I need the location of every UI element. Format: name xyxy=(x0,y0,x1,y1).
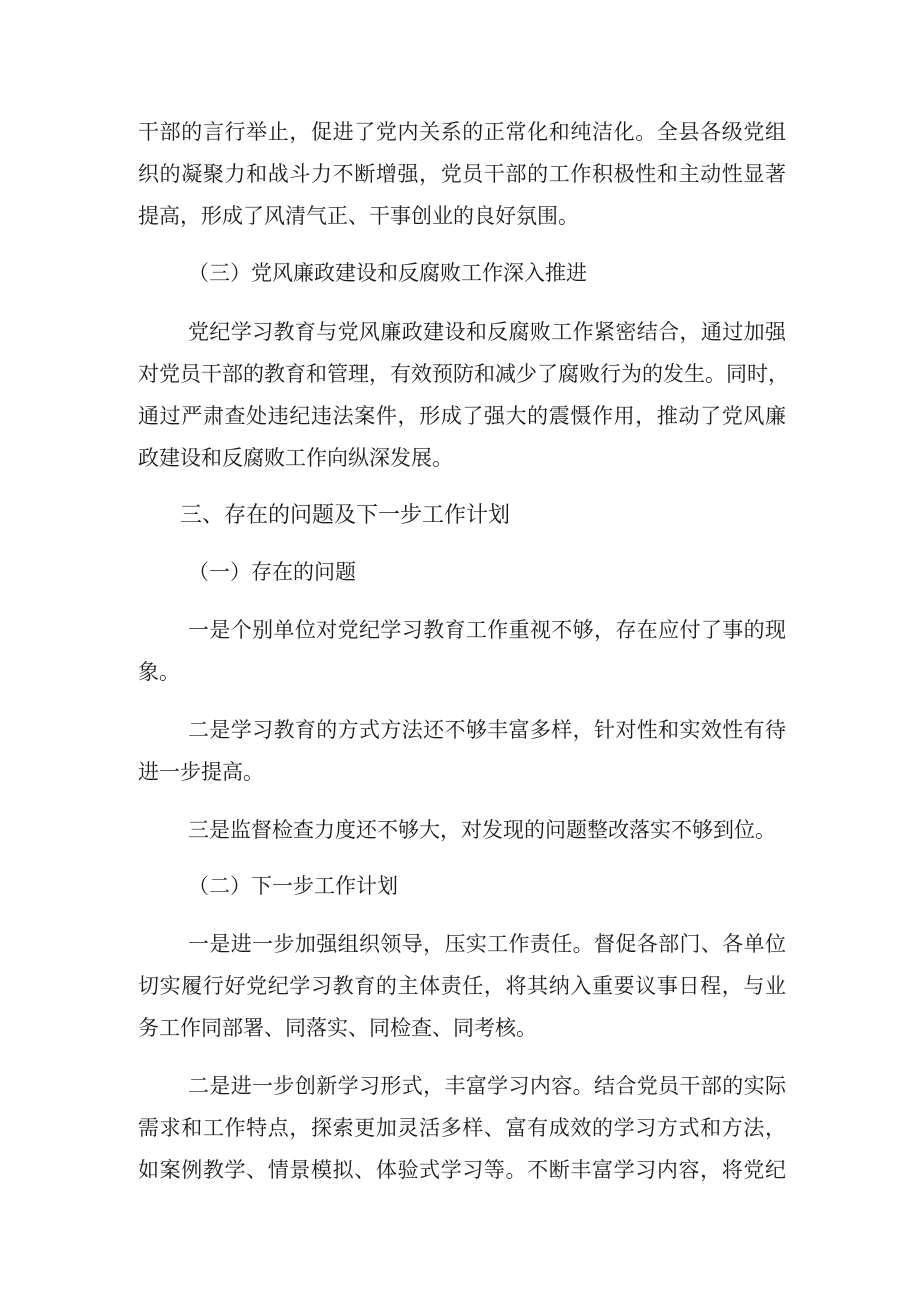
paragraph-text: 切实履行好党纪学习教育的主体责任，将其纳入重要议事日程，与业 xyxy=(138,974,786,998)
paragraph-line xyxy=(0,708,920,752)
paragraph-line xyxy=(0,750,920,794)
paragraph-text: 政建设和反腐败工作向纵深发展。 xyxy=(138,446,453,470)
paragraph-text: 务工作同部署、同落实、同检查、同考核。 xyxy=(138,1016,537,1040)
paragraph-line xyxy=(0,110,920,154)
paragraph-text: 需求和工作特点，探索更加灵活多样、富有成效的学习方式和方法， xyxy=(138,1116,786,1140)
paragraph-line xyxy=(0,964,920,1008)
paragraph-line xyxy=(0,436,920,480)
subheading-text: （三）党风廉政建设和反腐败工作深入推进 xyxy=(188,261,587,285)
paragraph-line xyxy=(0,1064,920,1108)
paragraph-line xyxy=(0,152,920,196)
paragraph-line xyxy=(0,922,920,966)
paragraph-line xyxy=(0,352,920,396)
paragraph-text: 对党员干部的教育和管理，有效预防和减少了腐败行为的发生。同时， xyxy=(138,362,789,386)
paragraph-line xyxy=(0,394,920,438)
paragraph-line xyxy=(0,608,920,652)
paragraph-text: 二是学习教育的方式方法还不够丰富多样，针对性和实效性有待 xyxy=(188,718,786,742)
paragraph-line xyxy=(0,1148,920,1192)
paragraph-line xyxy=(0,808,920,852)
paragraph-line xyxy=(0,194,920,238)
paragraph-text: 一是个别单位对党纪学习教育工作重视不够，存在应付了事的现 xyxy=(188,618,786,642)
section-heading xyxy=(0,494,920,538)
paragraph-text: 如案例教学、情景模拟、体验式学习等。不断丰富学习内容，将党纪 xyxy=(138,1158,786,1182)
subheading-text: （一）存在的问题 xyxy=(188,560,356,584)
paragraph-line xyxy=(0,650,920,694)
subheading xyxy=(0,251,920,295)
paragraph-text: 通过严肃查处违纪违法案件，形成了强大的震慑作用，推动了党风廉 xyxy=(138,404,786,428)
paragraph-text: 提高，形成了风清气正、干事创业的良好氛围。 xyxy=(138,204,579,228)
subheading xyxy=(0,864,920,908)
subheading xyxy=(0,550,920,594)
paragraph-text: 一是进一步加强组织领导，压实工作责任。督促各部门、各单位 xyxy=(188,932,786,956)
paragraph-text: 干部的言行举止，促进了党内关系的正常化和纯洁化。全县各级党组 xyxy=(138,120,786,144)
subheading-text: （二）下一步工作计划 xyxy=(188,874,398,898)
paragraph-text: 进一步提高。 xyxy=(138,760,264,784)
paragraph-text: 三是监督检查力度还不够大，对发现的问题整改落实不够到位。 xyxy=(188,818,776,842)
paragraph-line xyxy=(0,1006,920,1050)
paragraph-line xyxy=(0,310,920,354)
paragraph-text: 织的凝聚力和战斗力不断增强，党员干部的工作积极性和主动性显著 xyxy=(138,162,786,186)
paragraph-text: 象。 xyxy=(138,660,180,684)
paragraph-text: 党纪学习教育与党风廉政建设和反腐败工作紧密结合，通过加强 xyxy=(188,320,786,344)
section-heading-text: 三、存在的问题及下一步工作计划 xyxy=(180,503,511,528)
paragraph-text: 二是进一步创新学习形式，丰富学习内容。结合党员干部的实际 xyxy=(188,1074,786,1098)
paragraph-line xyxy=(0,1106,920,1150)
